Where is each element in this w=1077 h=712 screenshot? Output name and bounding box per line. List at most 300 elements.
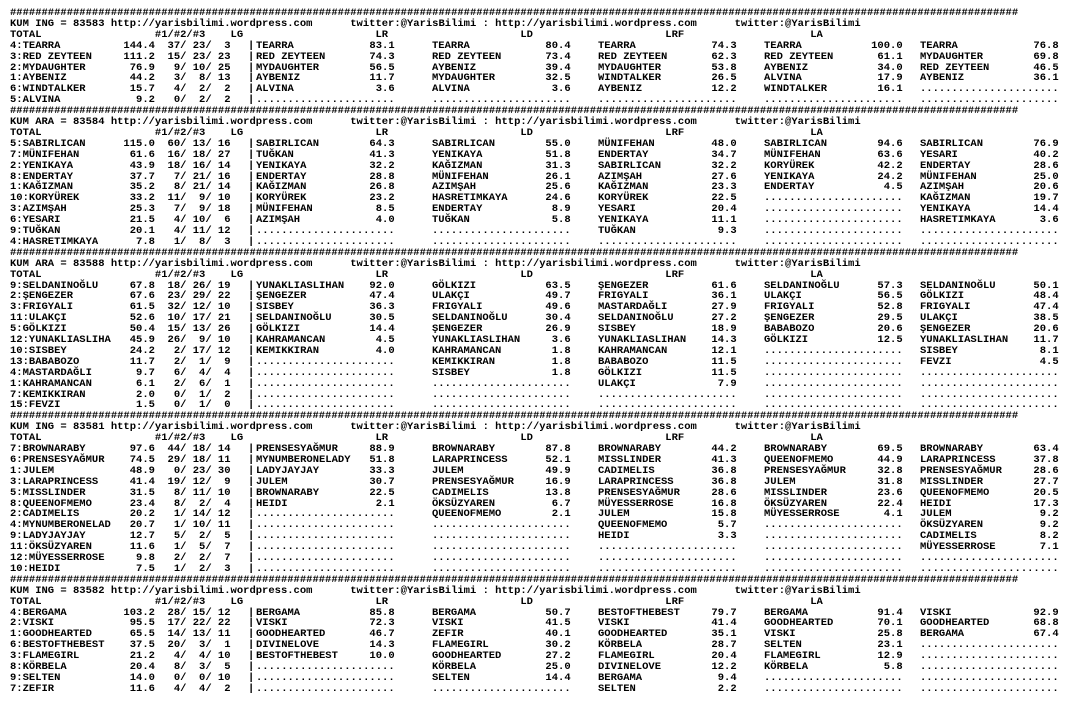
rating-cell: GOODHEARTED 70.1	[764, 617, 903, 630]
rating-cell: ......................	[256, 225, 395, 237]
rating-cell: KAHRAMANCAN 12.1	[598, 344, 737, 357]
total-cell: 8:KÖRBELA 20.4 8/ 3/ 5	[10, 661, 231, 673]
rating-cell: MÜYESSERROSE 4.1	[764, 508, 903, 521]
rating-cell: ......................	[598, 562, 737, 575]
rating-cell: TUĞKAN 41.3	[256, 148, 395, 161]
column-divider: |	[248, 475, 255, 488]
rating-cell: YUNAKLIASLIHAN 11.7	[920, 334, 1059, 346]
rating-cell: ......................	[432, 235, 571, 248]
rating-cell: ......................	[256, 235, 395, 248]
rating-cell: ULAKÇI 7.9	[598, 377, 737, 390]
rating-cell: ......................	[764, 541, 903, 554]
rating-cell: DIVINELOVE 12.2	[598, 661, 737, 673]
rating-cell: ......................	[764, 682, 903, 695]
rating-cell: ......................	[920, 552, 1059, 564]
rating-cell: ......................	[256, 541, 395, 554]
rating-cell: ......................	[764, 344, 903, 357]
rating-cell: MÜNIFEHAN 8.5	[256, 203, 395, 216]
rating-cell: SELDANINOĞLU 30.4	[432, 312, 571, 325]
column-divider: |	[248, 443, 255, 455]
total-cell: 12:MÜYESSERROSE 9.8 2/ 2/ 7	[10, 552, 231, 564]
rating-cell: ......................	[920, 94, 1059, 107]
rating-cell: KAĞIZMAN 26.8	[256, 181, 395, 194]
column-divider: |	[248, 628, 255, 641]
rating-cell: MYNUMBERONELADY 51.8	[256, 453, 395, 466]
column-headers: TOTAL #1/#2/#3 LG LR LD LRF LA	[10, 28, 823, 41]
column-divider: |	[248, 671, 255, 684]
total-cell: 4:HASRETIMKAYA 7.8 1/ 8/ 3	[10, 235, 231, 248]
rating-cell: KÖRBELA 25.0	[432, 661, 571, 673]
section-separator: ################################################################################################################################################################	[10, 7, 1019, 19]
rating-cell: AZIMŞAH 27.6	[598, 170, 737, 183]
rating-cell: CADIMELIS 8.2	[920, 530, 1059, 543]
rating-cell: ŞENGEZER 47.4	[256, 290, 395, 303]
rating-cell: ŞENGEZER 26.9	[432, 323, 571, 336]
rating-cell: VISKI 72.3	[256, 617, 395, 630]
total-cell: 4:MASTARDAĞLI 9.7 6/ 4/ 4	[10, 366, 231, 379]
column-divider: |	[248, 508, 255, 521]
column-divider: |	[248, 606, 255, 619]
rating-cell: YESARI 40.2	[920, 148, 1059, 161]
rating-cell: GÖLKIZI 48.4	[920, 290, 1059, 303]
rating-cell: SELTEN 2.2	[598, 682, 737, 695]
rating-cell: YUNAKLIASLIHAN 14.3	[598, 334, 737, 346]
rating-cell: MÜNIFEHAN 48.0	[598, 137, 737, 150]
rating-cell: GOODHEARTED 27.2	[432, 650, 571, 663]
total-cell: 7:ZEFIR 11.6 4/ 4/ 2	[10, 682, 231, 695]
total-cell: 5:SABIRLICAN 115.0 60/ 13/ 16	[10, 137, 231, 150]
rating-cell: SELDANINOĞLU 50.1	[920, 279, 1059, 292]
rating-cell: VISKI 25.8	[764, 628, 903, 641]
rating-cell: YENIKAYA 14.4	[920, 203, 1059, 216]
rating-cell: FEVZI 4.5	[920, 355, 1059, 368]
total-cell: 10:SISBEY 24.2 2/ 17/ 12	[10, 344, 231, 357]
rating-cell: ......................	[920, 377, 1059, 390]
rating-cell: PRENSESYAĞMUR 16.9	[432, 475, 571, 488]
total-cell: 2:MYDAUGHTER 76.9 9/ 10/ 25	[10, 61, 231, 74]
total-cell: 4:TEARRA 144.4 37/ 23/ 3	[10, 39, 231, 52]
column-divider: |	[248, 497, 255, 510]
rating-cell: ENDERTAY 28.6	[920, 159, 1059, 172]
rating-cell: MÜNIFEHAN 26.1	[432, 170, 571, 183]
rating-cell: ......................	[764, 377, 903, 390]
column-divider: |	[248, 279, 255, 292]
rating-cell: MÜNIFEHAN 63.6	[764, 148, 903, 161]
rating-cell: BROWNARABY 87.8	[432, 443, 571, 455]
rating-cell: GÖLKIZI 63.5	[432, 279, 571, 292]
rating-cell: YENIKAYA 11.1	[598, 214, 737, 227]
rating-cell: BABABOZO 11.5	[598, 355, 737, 368]
rating-cell: ......................	[764, 355, 903, 368]
column-divider: |	[248, 344, 255, 357]
column-divider: |	[248, 72, 255, 85]
rating-cell: ALVINA 3.6	[432, 83, 571, 96]
rating-cell: ......................	[920, 83, 1059, 96]
rating-cell: ......................	[764, 214, 903, 227]
rating-cell: FLAMEGIRL 30.2	[432, 639, 571, 652]
total-cell: 7:BROWNARABY 97.6 44/ 18/ 14	[10, 443, 231, 455]
total-cell: 4:BERGAMA 103.2 28/ 15/ 12	[10, 606, 231, 619]
rating-cell: KAHRAMANCAN 4.5	[256, 334, 395, 346]
rating-cell: LARAPRINCESS 36.8	[598, 475, 737, 488]
rating-cell: VISKI 92.9	[920, 606, 1059, 619]
rating-cell: FLAMEGIRL 20.4	[598, 650, 737, 663]
section-separator: ################################################################################################################################################################	[10, 105, 1019, 118]
rating-cell: YUNAKLIASLIHAN 3.6	[432, 334, 571, 346]
rating-cell: GÖLKIZI 14.4	[256, 323, 395, 336]
rating-cell: KORYÜREK 22.5	[598, 192, 737, 205]
column-divider: |	[248, 617, 255, 630]
rating-cell: PRENSESYAĞMUR 88.9	[256, 443, 395, 455]
rating-cell: GOODHEARTED 35.1	[598, 628, 737, 641]
column-divider: |	[248, 94, 255, 107]
rating-cell: ......................	[920, 235, 1059, 248]
rating-cell: ......................	[764, 552, 903, 564]
rating-cell: ŞENGEZER 61.6	[598, 279, 737, 292]
rating-cell: ......................	[598, 94, 737, 107]
column-divider: |	[248, 453, 255, 466]
rating-cell: ......................	[920, 639, 1059, 652]
rating-cell: ......................	[920, 661, 1059, 673]
total-cell: 5:MISSLINDER 31.5 8/ 11/ 10	[10, 486, 231, 499]
total-cell: 1:KAĞIZMAN 35.2 8/ 21/ 14	[10, 181, 231, 194]
rating-cell: ......................	[920, 388, 1059, 401]
rating-cell: LARAPRINCESS 37.8	[920, 453, 1059, 466]
column-divider: |	[248, 203, 255, 216]
rating-cell: SELDANINOĞLU 57.3	[764, 279, 903, 292]
rating-cell: MYDAUGHTER 53.8	[598, 61, 737, 74]
rating-cell: KAĞIZMAN 19.7	[920, 192, 1059, 205]
rating-cell: ......................	[256, 671, 395, 684]
rating-cell: MYDAUGHTER 69.8	[920, 50, 1059, 63]
rating-cell: KAĞIZMAN 31.3	[432, 159, 571, 172]
rating-cell: ......................	[920, 366, 1059, 379]
rating-cell: ULAKÇI 56.5	[764, 290, 903, 303]
rating-cell: ENDERTAY 28.8	[256, 170, 395, 183]
total-cell: 6:BESTOFTHEBEST 37.5 20/ 3/ 1	[10, 639, 231, 652]
rating-cell: ......................	[256, 366, 395, 379]
rating-cell: ......................	[764, 562, 903, 575]
rating-cell: SABIRLICAN 32.2	[598, 159, 737, 172]
column-divider: |	[248, 366, 255, 379]
rating-cell: WINDTALKER 16.1	[764, 83, 903, 96]
rating-cell: AYBENIZ 34.0	[764, 61, 903, 74]
rating-cell: KEMIKKIRAN 1.8	[432, 355, 571, 368]
rating-cell: QUEENOFMEMO 44.9	[764, 453, 903, 466]
total-cell: 2:CADIMELIS 20.2 1/ 14/ 12	[10, 508, 231, 521]
rating-cell: ......................	[432, 541, 571, 554]
column-divider: |	[248, 214, 255, 227]
rating-cell: CADIMELIS 36.8	[598, 464, 737, 477]
rating-cell: ENDERTAY 34.7	[598, 148, 737, 161]
rating-cell: GÖLKIZI 11.5	[598, 366, 737, 379]
rating-cell: ......................	[256, 682, 395, 695]
rating-cell: KAĞIZMAN 23.3	[598, 181, 737, 194]
rating-cell: SISBEY 36.3	[256, 301, 395, 314]
rating-cell: FRIGYALI 49.6	[432, 301, 571, 314]
column-divider: |	[248, 661, 255, 673]
rating-cell: FLAMEGIRL 12.9	[764, 650, 903, 663]
rating-cell: ......................	[432, 682, 571, 695]
total-cell: 15:FEVZI 1.5 0/ 1/ 0	[10, 399, 231, 412]
column-divider: |	[248, 170, 255, 183]
total-cell: 2:YENIKAYA 43.9 18/ 16/ 14	[10, 159, 231, 172]
rating-cell: ......................	[432, 399, 571, 412]
rating-cell: TEARRA 74.3	[598, 39, 737, 52]
column-divider: |	[248, 334, 255, 346]
rating-cell: QUEENOFMEMO 2.1	[432, 508, 571, 521]
total-cell: 4:MYNUMBERONELAD 20.7 1/ 10/ 11	[10, 519, 231, 532]
rating-cell: ......................	[764, 388, 903, 401]
rating-cell: BERGAMA 67.4	[920, 628, 1059, 641]
column-divider: |	[248, 192, 255, 205]
total-cell: 3:AZIMŞAH 25.3 7/ 9/ 18	[10, 203, 231, 216]
rating-cell: ......................	[598, 235, 737, 248]
column-divider: |	[248, 399, 255, 412]
rating-cell: TEARRA 83.1	[256, 39, 395, 52]
rating-cell: ......................	[256, 94, 395, 107]
rating-cell: ULAKÇI 49.7	[432, 290, 571, 303]
rating-cell: SELDANINOĞLU 30.5	[256, 312, 395, 325]
column-divider: |	[248, 61, 255, 74]
total-cell: 10:KORYÜREK 33.2 11/ 9/ 10	[10, 192, 231, 205]
rating-cell: SABIRLICAN 76.9	[920, 137, 1059, 150]
rating-cell: ......................	[432, 377, 571, 390]
rating-cell: AYBENIZ 39.4	[432, 61, 571, 74]
rating-cell: JULEM 30.7	[256, 475, 395, 488]
total-cell: 6:YESARI 21.5 4/ 10/ 6	[10, 214, 231, 227]
rating-cell: ÖKSÜZYAREN 22.4	[764, 497, 903, 510]
column-divider: |	[248, 377, 255, 390]
rating-cell: TUĞKAN 9.3	[598, 225, 737, 237]
rating-cell: ALVINA 3.6	[256, 83, 395, 96]
rating-cell: QUEENOFMEMO 20.5	[920, 486, 1059, 499]
column-divider: |	[248, 639, 255, 652]
rating-cell: ......................	[764, 519, 903, 532]
rating-cell: ......................	[920, 650, 1059, 663]
rating-cell: YESARI 20.4	[598, 203, 737, 216]
column-headers: TOTAL #1/#2/#3 LG LR LD LRF LA	[10, 595, 823, 608]
rating-cell: AYBENIZ 36.1	[920, 72, 1059, 85]
section-separator: ################################################################################################################################################################	[10, 573, 1019, 586]
rating-cell: ......................	[256, 562, 395, 575]
total-cell: 7:KEMIKKIRAN 2.0 0/ 1/ 2	[10, 388, 231, 401]
column-divider: |	[248, 552, 255, 564]
total-cell: 9:LADYJAYJAY 12.7 5/ 2/ 5	[10, 530, 231, 543]
rating-cell: BROWNARABY 44.2	[598, 443, 737, 455]
rating-cell: KÖRBELA 28.7	[598, 639, 737, 652]
rating-cell: AZIMŞAH 20.6	[920, 181, 1059, 194]
total-cell: 5:ALVINA 9.2 0/ 2/ 2	[10, 94, 231, 107]
column-divider: |	[248, 486, 255, 499]
rating-cell: MYDAUGHTER 56.5	[256, 61, 395, 74]
rating-cell: ......................	[920, 225, 1059, 237]
total-cell: 3:LARAPRINCESS 41.4 19/ 12/ 9	[10, 475, 231, 488]
rating-cell: BERGAMA 50.7	[432, 606, 571, 619]
rating-cell: DIVINELOVE 14.3	[256, 639, 395, 652]
rating-cell: ......................	[598, 399, 737, 412]
rating-cell: ......................	[256, 508, 395, 521]
rating-cell: ......................	[256, 552, 395, 564]
rating-cell: RED ZEYTEEN 74.3	[256, 50, 395, 63]
total-cell: 3:RED ZEYTEEN 111.2 15/ 23/ 23	[10, 50, 231, 63]
rating-cell: ......................	[256, 519, 395, 532]
column-divider: |	[248, 541, 255, 554]
rating-cell: MISSLINDER 41.3	[598, 453, 737, 466]
column-divider: |	[248, 159, 255, 172]
rating-cell: LARAPRINCESS 52.1	[432, 453, 571, 466]
rating-cell: ULAKÇI 38.5	[920, 312, 1059, 325]
total-cell: 1:JULEM 48.9 0/ 23/ 30	[10, 464, 231, 477]
column-divider: |	[248, 148, 255, 161]
rating-cell: ......................	[256, 377, 395, 390]
column-divider: |	[248, 50, 255, 63]
rating-cell: SELTEN 23.1	[764, 639, 903, 652]
column-divider: |	[248, 181, 255, 194]
total-cell: 7:MÜNIFEHAN 61.6 16/ 18/ 27	[10, 148, 231, 161]
column-divider: |	[248, 83, 255, 96]
column-divider: |	[248, 301, 255, 314]
rating-cell: ŞENGEZER 20.6	[920, 323, 1059, 336]
rating-cell: RED ZEYTEEN 62.3	[598, 50, 737, 63]
total-cell: 3:FLAMEGIRL 21.2 4/ 4/ 10	[10, 650, 231, 663]
column-divider: |	[248, 650, 255, 663]
rating-cell: MÜYESSERROSE 7.1	[920, 541, 1059, 554]
rating-cell: PRENSESYAĞMUR 32.8	[764, 464, 903, 477]
rating-cell: FRIGYALI 36.1	[598, 290, 737, 303]
rating-cell: ......................	[256, 388, 395, 401]
rating-cell: GÖLKIZI 12.5	[764, 334, 903, 346]
rating-cell: KÖRBELA 5.8	[764, 661, 903, 673]
rating-cell: YENIKAYA 24.2	[764, 170, 903, 183]
column-divider: |	[248, 519, 255, 532]
section-separator: ################################################################################################################################################################	[10, 410, 1019, 423]
rating-cell: TEARRA 80.4	[432, 39, 571, 52]
total-cell: 5:GÖLKIZI 50.4 15/ 13/ 26	[10, 323, 231, 336]
section-separator: ################################################################################################################################################################	[10, 246, 1019, 259]
rating-cell: KEMIKKIRAN 4.0	[256, 344, 395, 357]
rating-cell: QUEENOFMEMO 5.7	[598, 519, 737, 532]
rating-cell: ......................	[920, 399, 1059, 412]
rating-cell: MISSLINDER 27.7	[920, 475, 1059, 488]
rating-cell: SABIRLICAN 94.6	[764, 137, 903, 150]
column-divider: |	[248, 530, 255, 543]
rating-cell: BROWNARABY 69.5	[764, 443, 903, 455]
rating-cell: BROWNARABY 63.4	[920, 443, 1059, 455]
total-cell: 9:SELDANINOĞLU 67.8 18/ 26/ 19	[10, 279, 231, 292]
rating-cell: SELDANINOĞLU 27.2	[598, 312, 737, 325]
rating-cell: ENDERTAY 8.9	[432, 203, 571, 216]
column-divider: |	[248, 464, 255, 477]
total-cell: 1:GOODHEARTED 65.5 14/ 13/ 11	[10, 628, 231, 641]
rating-cell: ......................	[432, 552, 571, 564]
rating-cell: ......................	[764, 235, 903, 248]
rating-cell: ......................	[764, 399, 903, 412]
race-header: KUM ARA = 83584 http://yarisbilimi.wordpress.com twitter:@YarisBilimi : http://yarisbilimi.wordpress.com twitter:@YarisBilimi	[10, 116, 861, 128]
column-divider: |	[248, 312, 255, 325]
column-divider: |	[248, 388, 255, 401]
rating-cell: HEIDI 3.3	[598, 530, 737, 543]
rating-cell: ......................	[764, 94, 903, 107]
rating-cell: JULEM 31.8	[764, 475, 903, 488]
rating-cell: ......................	[764, 366, 903, 379]
rating-cell: FRIGYALI 47.4	[920, 301, 1059, 314]
rating-cell: BESTOFTHEBEST 79.7	[598, 606, 737, 619]
rating-cell: ......................	[598, 388, 737, 401]
race-header: KUM ING = 83583 http://yarisbilimi.wordpress.com twitter:@YarisBilimi : http://yarisbilimi.wordpress.com twitter:@YarisBilimi	[10, 17, 861, 30]
rating-cell: MÜYESSERROSE 16.8	[598, 497, 737, 510]
rating-cell: HASRETIMKAYA 3.6	[920, 214, 1059, 227]
rating-cell: VISKI 41.5	[432, 617, 571, 630]
rating-cell: ......................	[920, 682, 1059, 695]
rating-cell: VISKI 41.4	[598, 617, 737, 630]
rating-cell: AZIMŞAH 25.6	[432, 181, 571, 194]
rating-cell: ......................	[432, 530, 571, 543]
total-cell: 1:AYBENIZ 44.2 3/ 8/ 13	[10, 72, 231, 85]
total-cell: 10:HEIDI 7.5 1/ 2/ 3	[10, 562, 231, 575]
rating-cell: HASRETIMKAYA 24.6	[432, 192, 571, 205]
rating-cell: GOODHEARTED 68.8	[920, 617, 1059, 630]
rating-cell: YENIKAYA 32.2	[256, 159, 395, 172]
total-cell: 9:SELTEN 14.0 0/ 0/ 10	[10, 671, 231, 684]
rating-cell: ......................	[764, 225, 903, 237]
race-header: KUM ING = 83582 http://yarisbilimi.wordpress.com twitter:@YarisBilimi : http://yarisbilimi.wordpress.com twitter:@YarisBilimi	[10, 584, 861, 597]
column-divider: |	[248, 137, 255, 150]
rating-cell: MISSLINDER 23.6	[764, 486, 903, 499]
total-cell: 3:FRIGYALI 61.5 32/ 12/ 10	[10, 301, 231, 314]
rating-cell: RED ZEYTEEN 46.5	[920, 61, 1059, 74]
rating-cell: BERGAMA 91.4	[764, 606, 903, 619]
column-headers: TOTAL #1/#2/#3 LG LR LD LRF LA	[10, 268, 823, 281]
total-cell: 11:ULAKÇI 52.6 10/ 17/ 21	[10, 312, 231, 325]
rating-cell: JULEM 9.2	[920, 508, 1059, 521]
rating-cell: YENIKAYA 51.8	[432, 148, 571, 161]
rating-cell: KAHRAMANCAN 1.8	[432, 344, 571, 357]
rating-cell: BERGAMA 9.4	[598, 671, 737, 684]
total-cell: 6:WINDTALKER 15.7 4/ 2/ 2	[10, 83, 231, 96]
rating-cell: JULEM 49.9	[432, 464, 571, 477]
rating-cell: ......................	[432, 94, 571, 107]
rating-cell: ......................	[764, 530, 903, 543]
total-cell: 13:BABABOZO 11.7 2/ 1/ 9	[10, 355, 231, 368]
total-cell: 1:KAHRAMANCAN 6.1 2/ 6/ 1	[10, 377, 231, 390]
rating-cell: ZEFIR 40.1	[432, 628, 571, 641]
rating-cell: ......................	[256, 661, 395, 673]
rating-cell: SISBEY 18.9	[598, 323, 737, 336]
rating-cell: ALVINA 17.9	[764, 72, 903, 85]
rating-cell: BABABOZO 20.6	[764, 323, 903, 336]
rating-cell: ......................	[764, 203, 903, 216]
column-divider: |	[248, 290, 255, 303]
rating-cell: MASTARDAĞLI 27.9	[598, 301, 737, 314]
rating-cell: MYDAUGHTER 32.5	[432, 72, 571, 85]
total-cell: 11:ÖKSÜZYAREN 11.6 1/ 5/ 7	[10, 541, 231, 554]
column-divider: |	[248, 562, 255, 575]
rating-cell: ......................	[598, 552, 737, 564]
rating-cell: SABIRLICAN 55.0	[432, 137, 571, 150]
race-header: KUM ARA = 83588 http://yarisbilimi.wordpress.com twitter:@YarisBilimi : http://yarisbilimi.wordpress.com twitter:@YarisBilimi	[10, 257, 861, 270]
rating-cell: AYBENIZ 11.7	[256, 72, 395, 85]
column-divider: |	[248, 323, 255, 336]
rating-cell: ......................	[764, 192, 903, 205]
rating-cell: ŞENGEZER 29.5	[764, 312, 903, 325]
rating-cell: ......................	[432, 562, 571, 575]
rating-cell: AZIMŞAH 4.0	[256, 214, 395, 227]
total-cell: 2:VISKI 95.5 17/ 22/ 22	[10, 617, 231, 630]
column-divider: |	[248, 235, 255, 248]
rating-cell: KORYÜREK 23.2	[256, 192, 395, 205]
race-header: KUM ING = 83581 http://yarisbilimi.wordpress.com twitter:@YarisBilimi : http://yarisbilimi.wordpress.com twitter:@YarisBilimi	[10, 421, 861, 434]
